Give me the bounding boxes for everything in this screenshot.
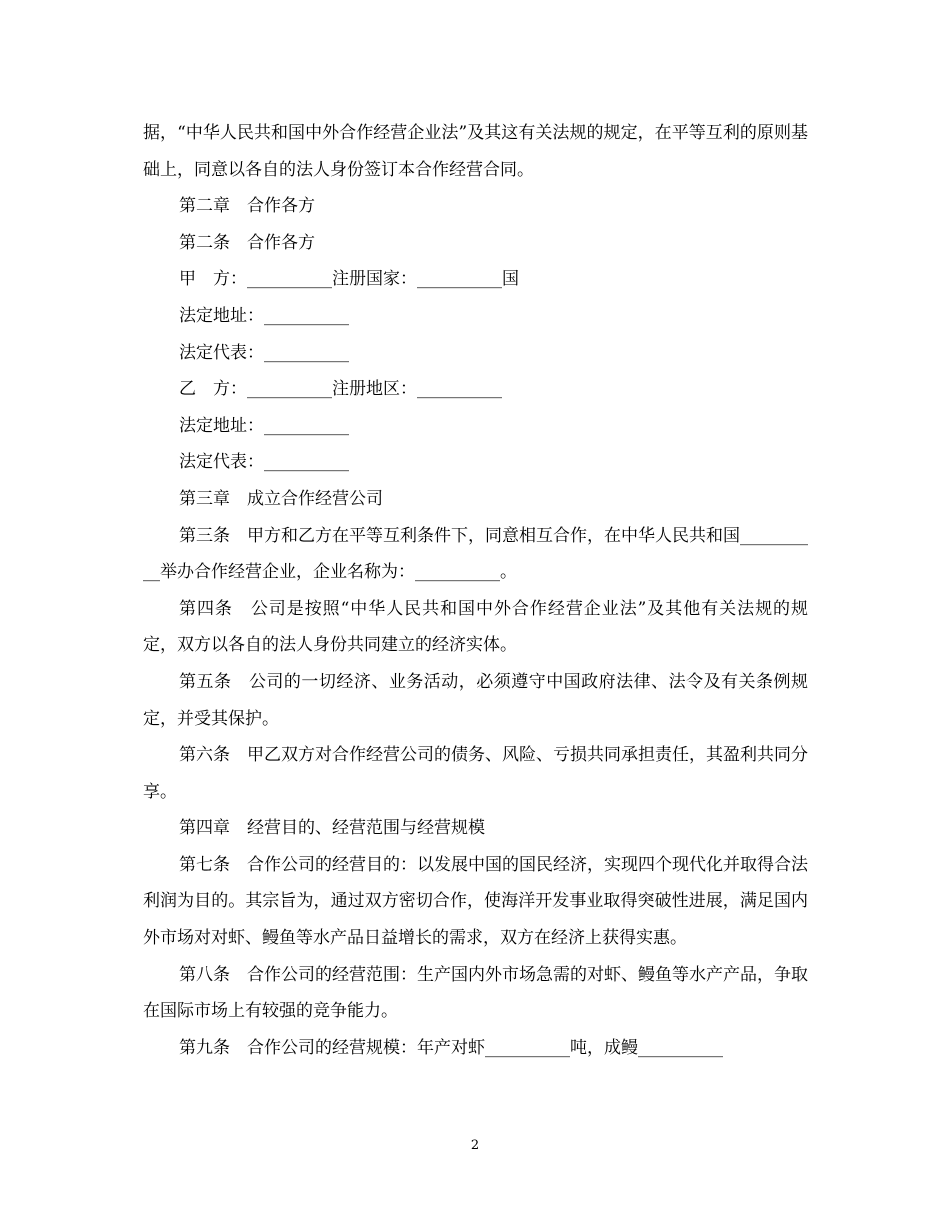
article-7: 第七条 合作公司的经营目的：以发展中国的国民经济，实现四个现代化并取得合法利润为目的。其宗旨为，通过双方密切合作，使海洋开发事业取得突破性进展，满足国内外市场对对虾、鳗鱼等水产品日益增长的需求，双方在经济上获得实惠。 xyxy=(143,854,808,949)
article-2-heading: 第二条 合作各方 xyxy=(179,232,315,253)
party-b-address: 法定地址：__________ xyxy=(179,415,349,436)
document-body xyxy=(143,115,808,1066)
chapter-4-heading: 第四章 经营目的、经营范围与经营规模 xyxy=(179,818,485,839)
paragraph-1: 据，“中华人民共和国中外合作经营企业法”及其这有关法规的规定，在平等互利的原则基础上，同意以各自的法人身份签订本合作经营合同。 xyxy=(143,123,808,180)
party-a-line: 甲 方：__________注册国家：__________国 xyxy=(179,269,519,290)
party-b-line: 乙 方：__________注册地区：__________ xyxy=(179,379,502,400)
party-a-representative: 法定代表：__________ xyxy=(179,342,349,363)
article-4: 第四条 公司是按照“中华人民共和国中外合作经营企业法”及其他有关法规的规定，双方以各自的法人身份共同建立的经济实体。 xyxy=(143,598,808,656)
chapter-2-heading: 第二章 合作各方 xyxy=(179,196,315,217)
article-9: 第九条 合作公司的经营规模：年产对虾__________吨，成鳗__________ xyxy=(179,1037,723,1058)
article-6: 第六条 甲乙双方对合作经营公司的债务、风险、亏损共同承担责任，其盈利共同分享。 xyxy=(143,745,808,802)
article-5: 第五条 公司的一切经济、业务活动，必须遵守中国政府法律、法令及有关条例规定，并受其保护。 xyxy=(143,671,808,729)
article-8: 第八条 合作公司的经营范围：生产国内外市场急需的对虾、鳗鱼等水产产品，争取在国际市场上有较强的竞争能力。 xyxy=(143,964,808,1022)
page-number: 2 xyxy=(470,1138,480,1153)
party-b-representative: 法定代表：__________ xyxy=(179,452,349,473)
article-3: 第三条 甲方和乙方在平等互利条件下，同意相互合作，在中华人民共和国__________举办合作经营企业，企业名称为：__________。 xyxy=(143,525,808,583)
chapter-3-heading: 第三章 成立合作经营公司 xyxy=(179,488,383,509)
party-a-address: 法定地址：__________ xyxy=(179,305,349,326)
